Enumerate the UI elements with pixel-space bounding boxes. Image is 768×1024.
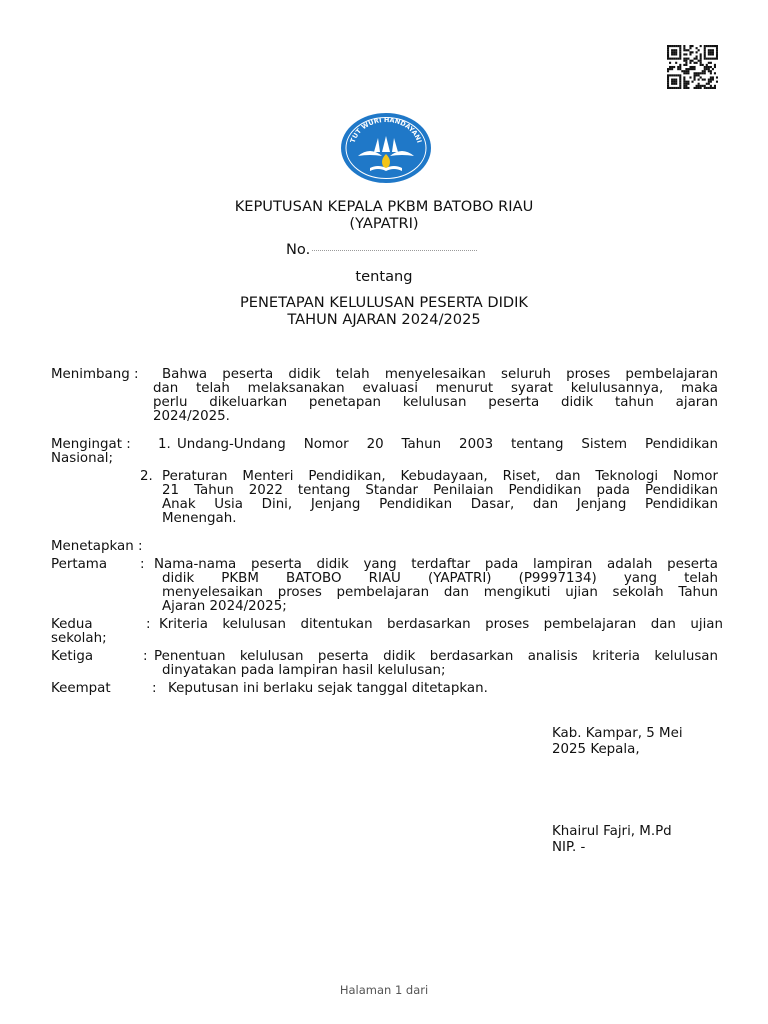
qr-module [714,64,716,66]
qr-module [712,45,714,47]
qr-module [689,45,691,47]
qr-module [671,68,673,70]
qr-module [687,70,689,72]
qr-module [714,85,716,87]
qr-module [694,87,696,89]
qr-module [712,49,714,51]
menimbang-line2: dan telah melaksanakan evaluasi menurut syarat kelulusannya, maka [153,381,718,396]
qr-module [667,55,669,57]
qr-module [671,79,673,81]
pertama-line4: Ajaran 2024/2025; [162,599,287,614]
qr-module [708,53,710,55]
qr-module [687,49,689,51]
qr-module [706,87,708,89]
menetapkan-label: Menetapkan : [51,539,143,554]
mengingat-item2-line4: Menengah. [162,511,237,526]
qr-module [689,62,691,64]
qr-module [716,49,718,51]
pertama-line3: menyelesaikan proses pembelajaran dan mengikuti ujian sekolah Tahun [162,585,718,600]
qr-module [708,58,710,60]
qr-module [714,45,716,47]
qr-module [673,66,675,68]
qr-module [679,76,681,78]
qr-module [673,58,675,60]
qr-module [669,45,671,47]
qr-module [696,51,698,53]
ketiga-colon: : [143,649,148,664]
qr-module [667,49,669,51]
qr-module [691,68,693,70]
qr-module [710,76,712,78]
qr-module [685,72,687,74]
qr-module [702,79,704,81]
qr-module [683,85,685,87]
qr-module [685,58,687,60]
menimbang-line4: 2024/2025. [153,409,230,424]
mengingat-label: Mengingat : [51,437,131,452]
qr-module [667,58,669,60]
qr-module [679,74,681,76]
qr-module [691,60,693,62]
qr-module [691,51,693,53]
qr-module [675,79,677,81]
qr-module [679,81,681,83]
qr-module [696,85,698,87]
mengingat-item2-number: 2. [140,469,153,484]
ketiga-line1: Penentuan kelulusan peserta didik berdasarkan analisis kriteria kelulusan [154,649,718,664]
qr-module [685,85,687,87]
ketiga-line2: dinyatakan pada lampiran hasil kelulusan; [162,663,446,678]
qr-module [675,62,677,64]
qr-module [683,64,685,66]
qr-module [671,58,673,60]
kedua-line2: sekolah; [51,631,107,646]
qr-module [673,79,675,81]
qr-module [712,58,714,60]
qr-module [710,87,712,89]
qr-module [704,55,706,57]
qr-module [687,68,689,70]
qr-module [671,53,673,55]
qr-module [689,51,691,53]
qr-module [669,58,671,60]
qr-module [689,53,691,55]
qr-module [716,55,718,57]
qr-module [716,81,718,83]
qr-module [702,70,704,72]
qr-module [708,51,710,53]
decree-subject: PENETAPAN KELULUSAN PESERTA DIDIK [239,294,528,311]
qr-module [675,53,677,55]
qr-module [708,68,710,70]
qr-module [694,79,696,81]
qr-module [687,72,689,74]
qr-module [671,83,673,85]
qr-module [702,64,704,66]
keempat-colon: : [152,681,157,696]
qr-module [673,49,675,51]
qr-module [679,68,681,70]
qr-module [667,83,669,85]
qr-module [698,83,700,85]
qr-module [667,79,669,81]
qr-module [667,68,669,70]
qr-module [675,74,677,76]
qr-module [687,81,689,83]
number-label: No. [286,241,311,258]
qr-module [685,81,687,83]
qr-module [710,79,712,81]
qr-module [712,79,714,81]
qr-module [716,76,718,78]
qr-module [710,58,712,60]
qr-module [679,51,681,53]
qr-module [696,47,698,49]
qr-module [667,76,669,78]
qr-module [716,53,718,55]
signature-place-date-line2: 2025 Kepala, [552,742,640,757]
qr-module [667,70,669,72]
qr-module [694,74,696,76]
qr-module [683,49,685,51]
qr-module [683,76,685,78]
qr-module [696,55,698,57]
qr-module [708,70,710,72]
qr-module [714,72,716,74]
qr-module [683,72,685,74]
qr-module [698,74,700,76]
qr-module [696,72,698,74]
qr-module [675,83,677,85]
qr-module [673,53,675,55]
mengingat-item1-line1: Undang-Undang Nomor 20 Tahun 2003 tentang Sistem Pendidikan [177,437,718,452]
document-title-line2: (YAPATRI) [349,215,419,232]
qr-module [677,74,679,76]
qr-module [712,87,714,89]
qr-module [685,53,687,55]
qr-module [667,87,669,89]
qr-module [683,53,685,55]
qr-module [708,49,710,51]
qr-module [671,74,673,76]
qr-module [708,87,710,89]
qr-module [677,45,679,47]
qr-module [710,62,712,64]
signatory-name: Khairul Fajri, M.Pd [552,824,672,839]
qr-module [679,66,681,68]
qr-module [710,81,712,83]
qr-module [675,87,677,89]
qr-module [702,72,704,74]
decree-subject-line2: TAHUN AJARAN 2024/2025 [287,311,481,328]
qr-module [700,60,702,62]
qr-code [667,45,718,89]
qr-module [704,70,706,72]
qr-module [704,66,706,68]
qr-module [687,87,689,89]
qr-module [675,81,677,83]
qr-module [677,66,679,68]
qr-module [694,76,696,78]
qr-module [683,70,685,72]
qr-module [675,58,677,60]
qr-module [700,85,702,87]
qr-module [704,47,706,49]
qr-module [706,68,708,70]
qr-module [696,74,698,76]
qr-module [691,45,693,47]
qr-module [675,49,677,51]
qr-module [698,72,700,74]
pertama-line1: Nama-nama peserta didik yang terdaftar pada lampiran adalah peserta [154,557,718,572]
qr-module [710,72,712,74]
qr-module [694,68,696,70]
mengingat-item2-line3: Anak Usia Dini, Jenjang Pendidikan Dasar, dan Jenjang Pendidikan [162,497,718,512]
menimbang-line1: Bahwa peserta didik telah menyelesaikan seluruh proses pembelajaran [162,367,718,382]
qr-module [669,66,671,68]
menimbang-label: Menimbang : [51,367,139,382]
qr-module [669,74,671,76]
about-label: tentang [355,268,413,285]
qr-module [679,64,681,66]
qr-module [716,51,718,53]
qr-module [700,87,702,89]
qr-module [671,49,673,51]
qr-module [671,87,673,89]
decree-number [286,241,486,258]
kedua-label: Kedua [51,617,93,632]
qr-module [679,85,681,87]
qr-module [708,79,710,81]
qr-module [696,87,698,89]
qr-module [710,66,712,68]
qr-module [683,47,685,49]
qr-module [673,51,675,53]
qr-module [673,74,675,76]
qr-module [671,66,673,68]
qr-module [714,66,716,68]
qr-module [704,68,706,70]
qr-module [677,68,679,70]
qr-module [689,60,691,62]
logo-motto: TUT WURI HANDAYANI [348,115,424,144]
qr-module [683,87,685,89]
signatory-nip: NIP. - [552,840,586,855]
qr-module [685,83,687,85]
ketiga-label: Ketiga [51,649,94,664]
qr-module [712,76,714,78]
qr-module [673,87,675,89]
qr-module [685,60,687,62]
qr-module [669,87,671,89]
qr-module [667,53,669,55]
qr-module [706,66,708,68]
qr-module [669,62,671,64]
qr-module [679,83,681,85]
document-title: KEPUTUSAN KEPALA PKBM BATOBO RIAU [234,198,534,215]
qr-module [694,62,696,64]
qr-module [689,76,691,78]
pertama-colon: : [140,557,145,572]
qr-module [708,83,710,85]
qr-module [689,68,691,70]
page-footer: Halaman 1 dari [339,983,429,997]
qr-module [669,68,671,70]
qr-module [716,45,718,47]
qr-module [683,58,685,60]
qr-module [685,87,687,89]
kedua-line1: Kriteria kelulusan ditentukan berdasarkan proses pembelajaran dan ujian [159,617,723,632]
qr-module [683,83,685,85]
mengingat-item1-line2: Nasional; [51,451,114,466]
qr-module [704,45,706,47]
qr-module [689,66,691,68]
qr-module [677,87,679,89]
qr-module [700,76,702,78]
qr-module [667,85,669,87]
qr-module [716,47,718,49]
mengingat-item2-line2: 21 Tahun 2022 tentang Standar Penilaian Pendidikan pada Pendidikan [162,483,718,498]
qr-module [700,72,702,74]
qr-module [694,58,696,60]
qr-module [710,85,712,87]
qr-module [679,53,681,55]
qr-module [700,58,702,60]
qr-module [704,49,706,51]
qr-module [694,72,696,74]
qr-module [710,51,712,53]
qr-module [689,47,691,49]
qr-module [675,51,677,53]
qr-module [673,81,675,83]
qr-module [714,58,716,60]
qr-module [685,64,687,66]
qr-module [683,79,685,81]
qr-module [704,51,706,53]
pertama-line2: didik PKBM BATOBO RIAU (YAPATRI) (P9997134) yang telah [162,571,718,586]
qr-module [704,87,706,89]
qr-module [710,49,712,51]
qr-module [710,45,712,47]
qr-module [691,66,693,68]
qr-module [698,60,700,62]
qr-module [710,70,712,72]
qr-module [679,49,681,51]
qr-module [685,62,687,64]
qr-module [671,81,673,83]
qr-module [694,66,696,68]
qr-module [683,45,685,47]
qr-module [671,45,673,47]
qr-module [698,85,700,87]
qr-module [681,70,683,72]
number-blank [312,249,477,251]
qr-module [698,87,700,89]
qr-module [671,51,673,53]
qr-module [679,45,681,47]
mengingat-item2-line1: Peraturan Menteri Pendidikan, Kebudayaan, Riset, dan Teknologi Nomor [162,469,718,484]
qr-module [712,53,714,55]
qr-module [675,45,677,47]
qr-module [685,49,687,51]
qr-module [700,45,702,47]
tut-wuri-handayani-logo [340,112,432,184]
qr-module [677,58,679,60]
qr-module [704,53,706,55]
qr-module [691,81,693,83]
qr-module [704,72,706,74]
qr-module [702,85,704,87]
menimbang-line3: perlu dikeluarkan penetapan kelulusan peserta didik tahun ajaran [153,395,718,410]
qr-module [667,45,669,47]
qr-module [708,66,710,68]
qr-module [706,64,708,66]
qr-module [700,53,702,55]
qr-module [673,83,675,85]
keempat-line1: Keputusan ini berlaku sejak tanggal ditetapkan. [168,681,488,696]
qr-module [712,51,714,53]
qr-module [710,53,712,55]
qr-module [704,79,706,81]
qr-module [708,45,710,47]
qr-module [687,58,689,60]
qr-module [708,81,710,83]
qr-module [704,58,706,60]
mengingat-item1-number: 1. [158,437,171,452]
qr-module [685,70,687,72]
qr-module [706,58,708,60]
qr-module [679,58,681,60]
qr-module [712,68,714,70]
qr-module [706,45,708,47]
qr-module [679,47,681,49]
qr-module [714,87,716,89]
qr-module [667,74,669,76]
qr-module [683,81,685,83]
qr-module [679,55,681,57]
qr-module [687,83,689,85]
qr-module [679,87,681,89]
qr-module [698,79,700,81]
qr-module [667,81,669,83]
qr-module [700,62,702,64]
qr-module [700,55,702,57]
qr-module [698,49,700,51]
kedua-colon: : [146,617,151,632]
qr-module [673,45,675,47]
qr-module [667,51,669,53]
keempat-label: Keempat [51,681,111,696]
qr-module [706,83,708,85]
qr-module [679,79,681,81]
pertama-label: Pertama [51,557,108,572]
qr-module [683,60,685,62]
qr-module [700,64,702,66]
signature-place-date: Kab. Kampar, 5 Mei [552,726,683,741]
qr-module [696,62,698,64]
qr-module [716,58,718,60]
qr-module [696,58,698,60]
qr-module [708,62,710,64]
qr-module [667,47,669,49]
qr-module [685,68,687,70]
qr-module [704,85,706,87]
